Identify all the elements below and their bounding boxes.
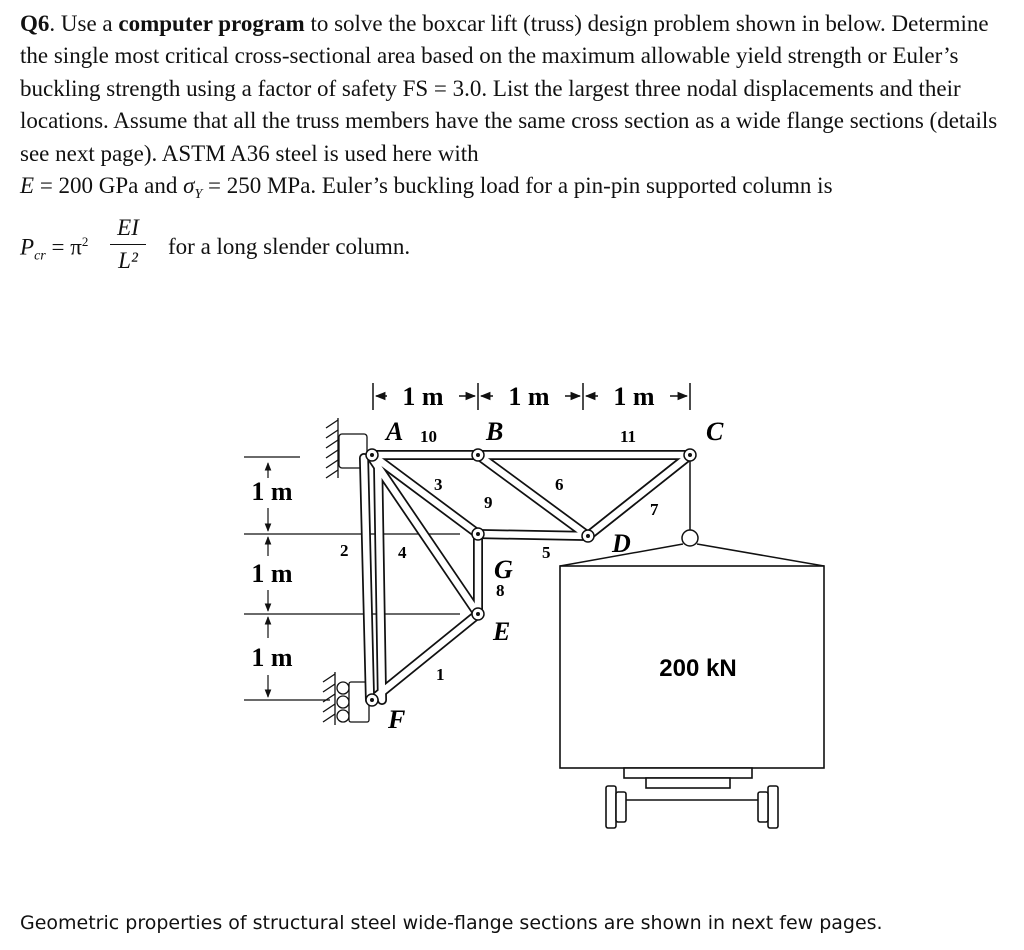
problem-text-b: . Euler’s buckling load for a pin-pin supported column is [310, 173, 833, 199]
node-label-E: E [493, 617, 511, 646]
problem-text-a: to solve the boxcar lift (truss) design problem shown in below. Determine the single most critical cross-sectional area based on the maximum allowable yield strength or Euler’s buckling strength using a factor of safety FS = 3.0. List the largest three nodal displacements and their locations. Assume that all the truss members have the same cross section as a wide flange sections (details see next page). ASTM A36 steel is used here with [20, 11, 998, 166]
fraction-numerator: EI [117, 215, 139, 240]
member-label-4: 4 [398, 543, 407, 562]
fraction-denominator: L² [118, 248, 138, 273]
member-label-5: 5 [542, 543, 551, 562]
member-label-1: 1 [436, 665, 445, 684]
pi-power: 2 [81, 234, 89, 249]
e-symbol: E [20, 173, 35, 199]
question-number: Q6 [20, 11, 50, 36]
dim-label-left-2: 1 m [251, 559, 293, 588]
load-label: 200 kN [659, 655, 737, 682]
e-value: = 200 GPa and [34, 173, 184, 199]
p-symbol: P [20, 234, 35, 260]
dim-label-top-1: 1 m [402, 382, 444, 411]
node-label-A: A [386, 417, 404, 446]
intro-text: . Use a [49, 11, 119, 36]
wheel-right [768, 786, 778, 828]
node-label-D: D [612, 529, 631, 558]
support-wall-F [323, 672, 369, 725]
node-label-B: B [486, 417, 504, 446]
wheel-left [606, 786, 616, 828]
dim-label-left-1: 1 m [251, 477, 293, 506]
dim-label-left-3: 1 m [251, 643, 293, 672]
node-label-F: F [388, 705, 406, 734]
boxcar [560, 566, 824, 828]
emphasis-text: computer program [118, 11, 305, 36]
p-subscript: cr [34, 248, 46, 264]
member-label-2: 2 [340, 541, 349, 560]
member-label-7: 7 [650, 500, 659, 519]
node-label-C: C [706, 417, 724, 446]
equals-pi: = π [45, 234, 82, 260]
sigma-symbol: σ [183, 173, 195, 199]
member-label-8: 8 [496, 581, 505, 600]
dim-label-top-3: 1 m [613, 382, 655, 411]
formula-trailing-text: for a long slender column. [168, 234, 411, 259]
sigma-value: = 250 MPa [202, 173, 311, 199]
load-hook [560, 461, 824, 566]
member-label-11: 11 [620, 427, 637, 446]
footer-note: Geometric properties of structural steel wide-flange sections are shown in next few pages. [20, 912, 883, 934]
member-label-6: 6 [555, 475, 564, 494]
member-label-3: 3 [434, 475, 443, 494]
member-label-9: 9 [484, 493, 493, 512]
member-label-10: 10 [420, 427, 437, 446]
sigma-subscript: Y [194, 187, 203, 203]
node-label-G: G [494, 555, 513, 584]
dim-label-top-2: 1 m [508, 382, 550, 411]
